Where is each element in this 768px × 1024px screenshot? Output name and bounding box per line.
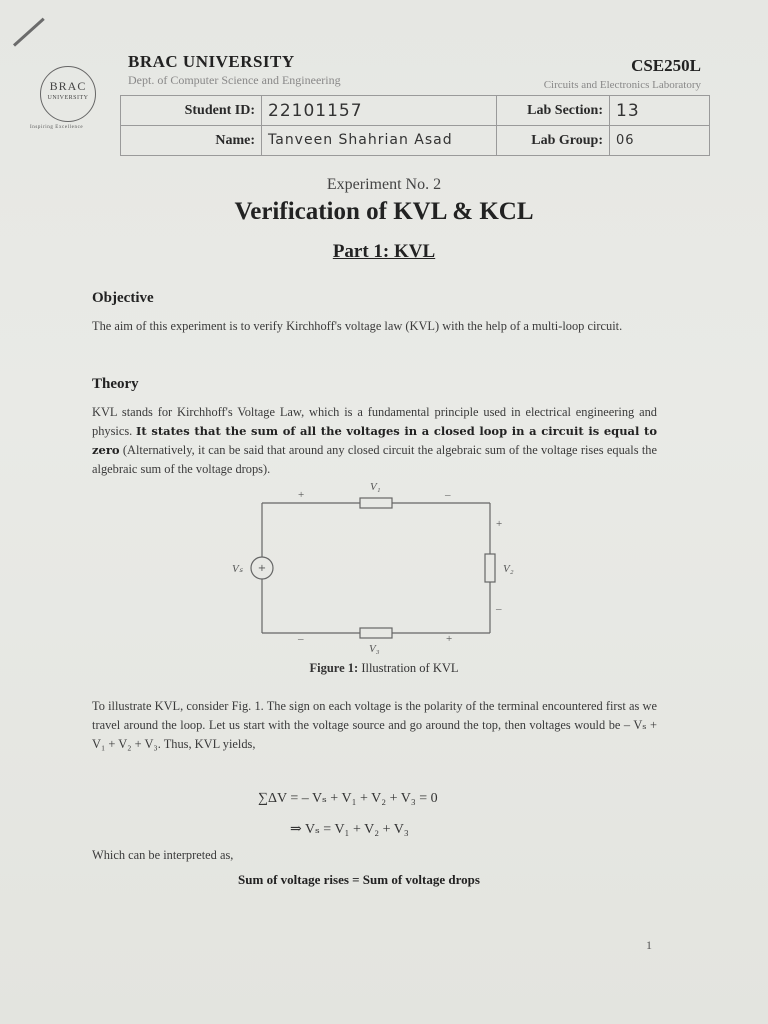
- name-label: Name:: [121, 126, 262, 156]
- logo-text-brac: BRAC: [49, 79, 87, 93]
- resistor-v3-icon: [360, 628, 392, 638]
- v1-minus: –: [445, 489, 451, 501]
- v2-plus: +: [496, 518, 503, 530]
- lab-name: Circuits and Electronics Laboratory: [543, 79, 701, 91]
- logo-tagline: Inspiring Excellence: [30, 125, 84, 130]
- v1-plus: +: [298, 489, 305, 501]
- label-vs: Vₛ: [232, 563, 243, 575]
- equation-kvl-result: ⇒ Vₛ = V₁ + V₂ + V₃: [290, 822, 409, 837]
- student-id-text: 22101157: [268, 100, 363, 121]
- figure-caption: [0, 661, 768, 676]
- name-text: Tanveen Shahrian Asad: [268, 132, 453, 148]
- objective-text: The aim of this experiment is to verify Kirchhoff's voltage law (KVL) with the help of a multi-loop circuit.: [92, 319, 623, 333]
- part-heading: Part 1: KVL: [332, 241, 436, 262]
- interpretation-text: Which can be interpreted as,: [92, 848, 234, 862]
- university-name: BRAC UNIVERSITY: [128, 52, 295, 71]
- experiment-number: Experiment No. 2: [326, 176, 442, 193]
- theory-text-bold: It states that the sum of all the voltages in a closed loop in a circuit is equal to zero: [92, 424, 657, 457]
- v3-plus: +: [446, 633, 453, 645]
- equation-kvl-sum: ∑ΔV = – Vₛ + V₁ + V₂ + V₃ = 0: [258, 791, 438, 806]
- lab-section-label: Lab Section:: [497, 96, 610, 126]
- v2-minus: –: [496, 603, 502, 615]
- lab-group-label: Lab Group:: [497, 126, 610, 156]
- source-plus-sign: +: [257, 563, 267, 574]
- theory-heading: Theory: [92, 376, 139, 392]
- figure-caption-text: Illustration of KVL: [358, 661, 459, 675]
- resistor-v2-icon: [485, 554, 495, 582]
- label-v1: V₁: [370, 481, 381, 493]
- resistor-v1-icon: [360, 498, 392, 508]
- lab-group-text: 06: [616, 132, 635, 148]
- department-name: Dept. of Computer Science and Engineering: [128, 73, 341, 87]
- page-number: 1: [646, 938, 652, 952]
- figure-caption-label: Figure 1:: [309, 661, 359, 675]
- theory-text-part2: (Alternatively, it can be said that around any closed circuit the algebraic sum of the voltage rises equals the algebraic sum of the voltage drops).: [92, 443, 657, 476]
- label-v3: V₃: [369, 643, 380, 655]
- conclusion-text: Sum of voltage rises = Sum of voltage drops: [238, 872, 480, 887]
- student-id-label: Student ID:: [121, 96, 262, 126]
- objective-heading: Objective: [92, 290, 154, 306]
- explanation-text: To illustrate KVL, consider Fig. 1. The sign on each voltage is the polarity of the terminal encountered first as we travel around the loop. Let us start with the voltage source and go around the top, then voltages would be – Vₛ + V₁ + V₂ + V₃. Thus, KVL yields,: [92, 699, 657, 751]
- v3-minus: –: [298, 633, 304, 645]
- experiment-title: Verification of KVL & KCL: [234, 198, 534, 225]
- label-v2: V₂: [503, 563, 514, 575]
- lab-section-text: 13: [616, 100, 640, 121]
- theory-text-part1: KVL stands for Kirchhoff's Voltage Law, which is a fundamental principle used in electrical engineering and physics.: [92, 405, 657, 438]
- logo-text-university: UNIVERSITY: [47, 95, 89, 101]
- course-code: CSE250L: [631, 56, 701, 75]
